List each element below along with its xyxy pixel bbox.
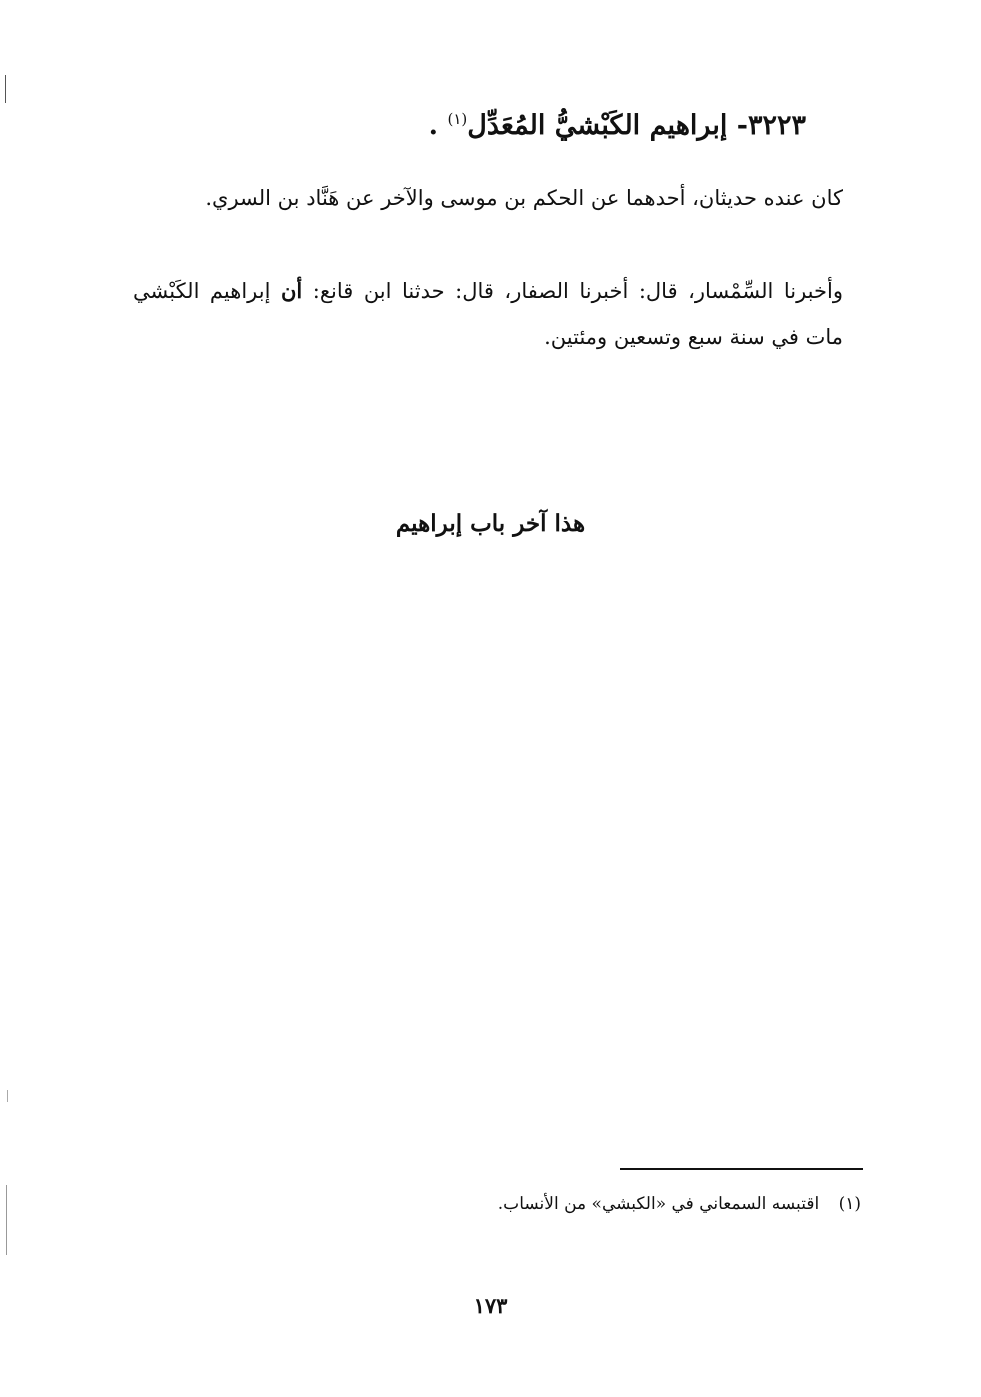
footnote-separator <box>620 1168 863 1170</box>
scan-artifact-line <box>5 75 6 103</box>
scan-artifact-line <box>6 1185 7 1255</box>
page-number: ١٧٣ <box>473 1293 508 1318</box>
footnote-number: (١) <box>838 1194 861 1214</box>
paragraph-death-report <box>133 268 843 360</box>
footnote <box>498 1194 861 1214</box>
entry-name: إبراهيم الكَبْشيُّ المُعَدِّل <box>467 110 728 141</box>
paragraph-hadith-count <box>133 175 843 221</box>
scan-artifact-line <box>7 1090 8 1102</box>
section-end-title: هذا آخر باب إبراهيم <box>395 510 586 537</box>
paragraph-text: إبراهيم الكَبْشي مات في سنة سبع وتسعين ومئتين. <box>133 279 843 349</box>
entry-heading <box>429 110 806 141</box>
footnote-reference[interactable]: (١) <box>447 110 468 128</box>
paragraph-bold-word: أن <box>280 278 303 303</box>
entry-number: ٣٢٢٣- <box>736 110 806 141</box>
paragraph-text: وأخبرنا السِّمْسار، قال: أخبرنا الصفار، قال: حدثنا ابن قانع: <box>312 279 843 303</box>
footnote-text: اقتبسه السمعاني في «الكبشي» من الأنساب. <box>497 1194 820 1214</box>
heading-trailing-dot: . <box>428 110 439 141</box>
paragraph-text: كان عنده حديثان، أحدهما عن الحكم بن موسى والآخر عن هَنَّاد بن السري. <box>205 186 843 210</box>
